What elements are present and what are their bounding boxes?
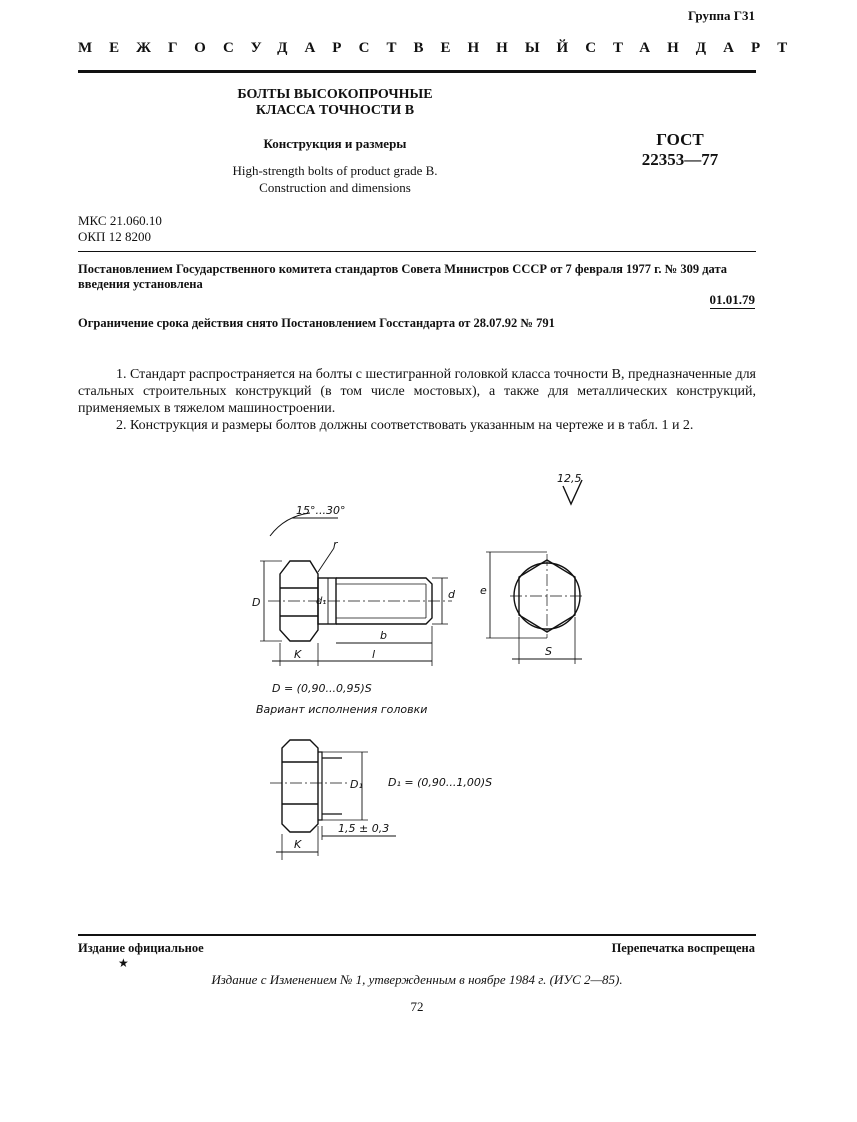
- angle-label: 15°...30°: [296, 504, 346, 517]
- effective-date: 01.01.79: [709, 292, 755, 307]
- D-label: D: [252, 596, 261, 609]
- l-label: l: [372, 648, 376, 661]
- d1-label: d₁: [316, 596, 327, 607]
- variant-caption: Вариант исполнения головки: [256, 703, 428, 716]
- bolt-drawing: [230, 468, 650, 868]
- formula-D1: D₁ = (0,90...1,00)S: [388, 776, 493, 789]
- K2-label: K: [294, 838, 302, 851]
- D1-label: D₁: [350, 778, 363, 791]
- group-code: Группа Г31: [687, 8, 755, 23]
- e-label: e: [480, 584, 487, 597]
- gost-number: 22353—77: [641, 150, 719, 169]
- english-line-1: High-strength bolts of product grade B.: [232, 163, 438, 178]
- paragraph-1: 1. Стандарт распространяется на болты с шестигранной головкой класса точности В, предназначенные для стальных строительных конструкций (в том числе мостовых), а также для металлических конструкций, применяемых в тяжелом машиностроении.: [78, 367, 756, 416]
- gost-designation: [620, 130, 740, 170]
- codes-rule: [78, 251, 756, 252]
- page-number: 72: [410, 999, 424, 1014]
- banner: [78, 40, 805, 57]
- limit-text: Ограничение срока действия снято Постановлением Госстандарта от 28.07.92 № 791: [78, 316, 555, 330]
- english-title: [190, 162, 480, 196]
- star-icon: ★: [118, 956, 129, 970]
- decree-text: Постановлением Государственного комитета стандартов Совета Министров СССР от 7 февраля 1977 г. № 309 дата введения установлена: [78, 262, 728, 291]
- mks-code: МКС 21.060.10: [78, 213, 162, 228]
- roughness-label: 12,5: [557, 472, 582, 485]
- reprint-notice: Перепечатка воспрещена: [611, 941, 755, 955]
- official-edition: Издание официальное: [78, 941, 204, 955]
- classification-codes: [78, 213, 162, 245]
- title-line-2: КЛАССА ТОЧНОСТИ В: [255, 103, 415, 118]
- doc-title: [190, 87, 480, 119]
- banner-word-2: СТАНДАРТ: [585, 40, 805, 56]
- gost-label: ГОСТ: [656, 130, 704, 149]
- title-line-1: БОЛТЫ ВЫСОКОПРОЧНЫЕ: [237, 87, 433, 102]
- paragraph-2: 2. Конструкция и размеры болтов должны соответствовать указанным на чертеже и в табл. 1 и 2.: [116, 418, 694, 433]
- variant-head: [282, 740, 318, 832]
- english-line-2: Construction and dimensions: [259, 180, 411, 195]
- K-label: K: [294, 648, 302, 661]
- header-rule: [78, 70, 756, 73]
- S-label: S: [545, 645, 552, 658]
- d-label: d: [448, 588, 455, 601]
- footer-rule: [78, 934, 756, 936]
- b-label: b: [380, 629, 387, 642]
- amendment-note: Издание с Изменением № 1, утвержденным в ноябре 1984 г. (ИУС 2—85).: [211, 972, 623, 987]
- doc-subtitle: Конструкция и размеры: [263, 136, 407, 151]
- okp-code: ОКП 12 8200: [78, 229, 151, 244]
- formula-D: D = (0,90...0,95)S: [272, 682, 372, 695]
- r-label: r: [333, 538, 338, 551]
- body-text: [78, 366, 756, 434]
- banner-word-1: МЕЖГОСУДАРСТВЕННЫЙ: [78, 40, 586, 56]
- tolerance-label: 1,5 ± 0,3: [338, 822, 390, 835]
